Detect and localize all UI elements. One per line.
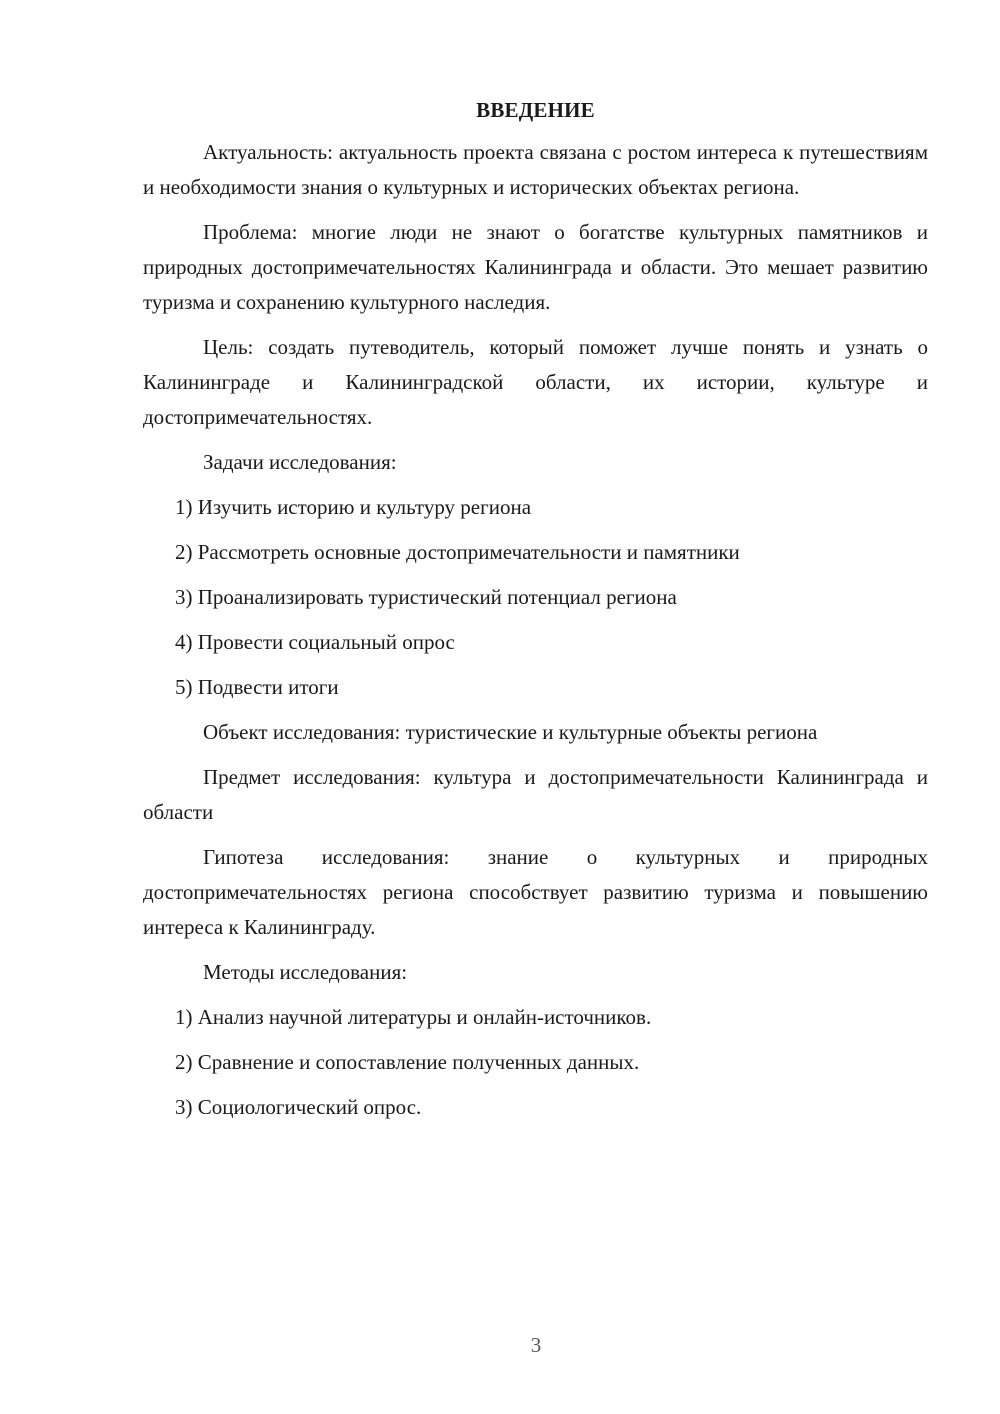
list-item: 4) Провести социальный опрос — [175, 630, 455, 654]
object-paragraph: Объект исследования: туристические и культурные объекты региона — [203, 720, 818, 744]
list-item: 1) Изучить историю и культуру региона — [175, 495, 532, 519]
list-item: 2) Сравнение и сопоставление полученных данных. — [175, 1050, 640, 1074]
hypothesis-paragraph: Гипотеза исследования: знание о культурных и природных достопримечательностях региона способствует развитию туризма и повышению интереса к Калининграду. — [143, 845, 928, 939]
methods-label: Методы исследования: — [203, 960, 408, 984]
tasks-label: Задачи исследования: — [203, 450, 397, 474]
list-item: 1) Анализ научной литературы и онлайн-источников. — [175, 1005, 652, 1029]
problem-paragraph: Проблема: многие люди не знают о богатстве культурных памятников и природных достопримечательностях Калининграда и области. Это мешает развитию туризма и сохранению культурного наследия. — [143, 220, 928, 314]
relevance-paragraph: Актуальность: актуальность проекта связана с ростом интереса к путешествиям и необходимости знания о культурных и исторических объектах региона. — [143, 140, 928, 199]
page-number: 3 — [530, 1333, 542, 1357]
list-item: 3) Социологический опрос. — [175, 1095, 422, 1119]
list-item: 3) Проанализировать туристический потенциал региона — [175, 585, 677, 609]
subject-paragraph: Предмет исследования: культура и достопримечательности Калининграда и области — [143, 765, 928, 824]
list-item: 5) Подвести итоги — [175, 675, 339, 699]
goal-paragraph: Цель: создать путеводитель, который поможет лучше понять и узнать о Калининграде и Калининградской области, их истории, культуре и достопримечательностях. — [143, 335, 928, 429]
list-item: 2) Рассмотреть основные достопримечательности и памятники — [175, 540, 740, 564]
document-page — [143, 95, 928, 1135]
page-title: ВВЕДЕНИЕ — [476, 98, 595, 122]
tasks-list — [143, 490, 928, 705]
methods-list — [143, 1000, 928, 1125]
